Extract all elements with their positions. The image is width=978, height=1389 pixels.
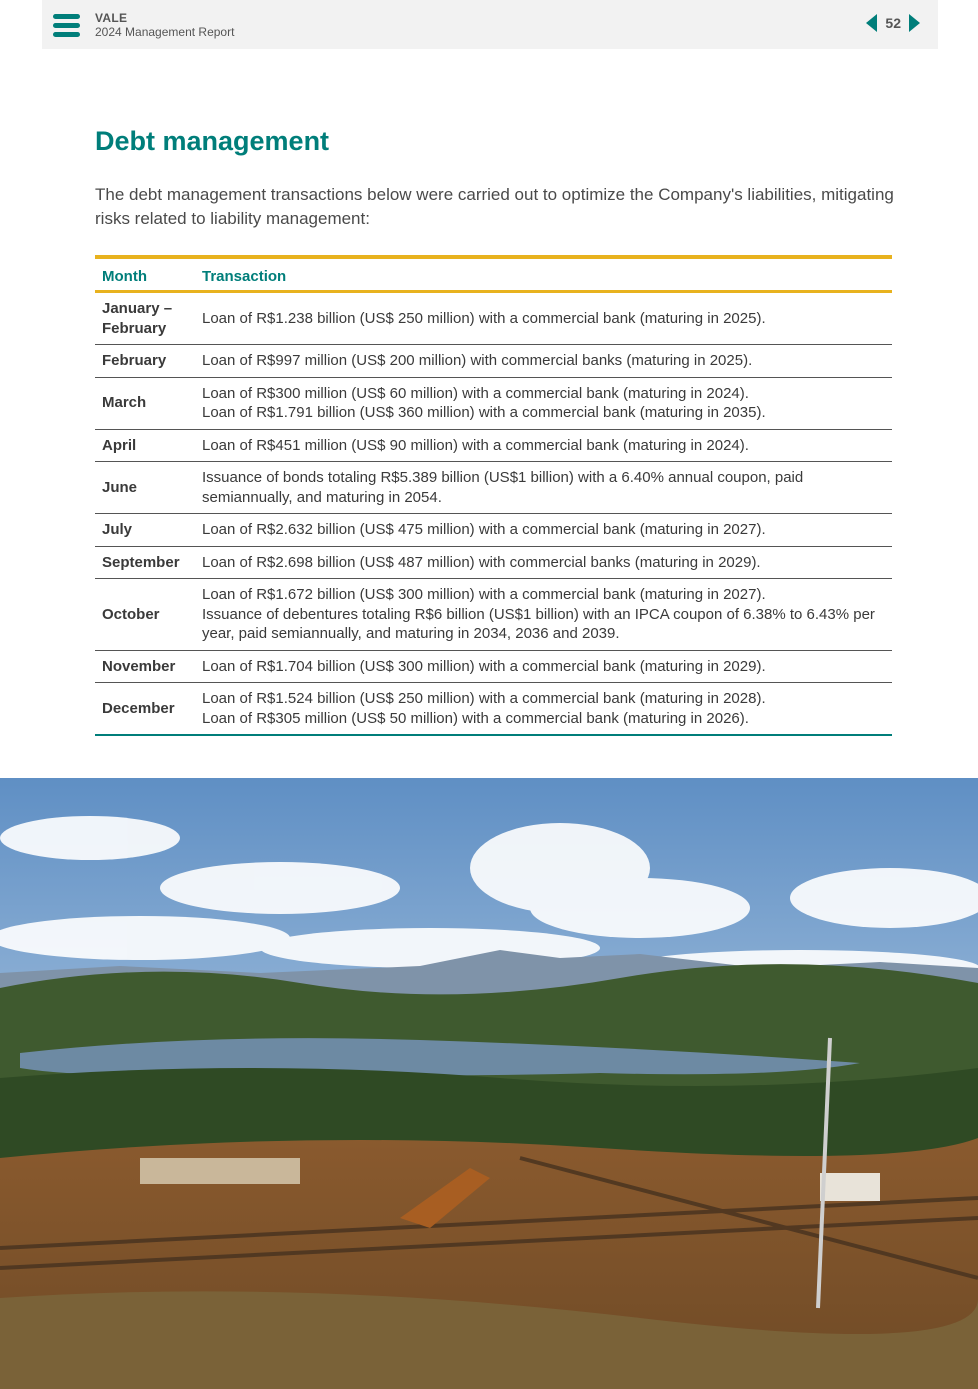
transaction-line: Loan of R$1.704 billion (US$ 300 million) with a commercial bank (maturing in 2029). (202, 657, 766, 675)
month-cell: November (102, 657, 176, 675)
table-row (95, 683, 892, 736)
column-header-month: Month (102, 268, 147, 285)
transaction-line: Loan of R$1.238 billion (US$ 250 million) with a commercial bank (maturing in 2025). (202, 309, 766, 327)
page-number: 52 (885, 15, 901, 31)
table-row (95, 462, 892, 514)
transaction-line: Loan of R$300 million (US$ 60 million) with a commercial bank (maturing in 2024). (202, 384, 749, 402)
table-row (95, 292, 892, 345)
debt-transactions-table (95, 255, 892, 736)
transaction-cell (195, 546, 892, 579)
month-cell: March (102, 394, 147, 412)
month-cell: June (102, 478, 138, 496)
pager (866, 14, 920, 32)
month-cell: February (102, 352, 167, 369)
transaction-line: Loan of R$1.791 billion (US$ 360 million) with a commercial bank (maturing in 2035). (202, 404, 766, 421)
arrow-left-icon[interactable] (866, 14, 877, 32)
month-cell: October (102, 605, 160, 623)
section-intro: The debt management transactions below were carried out to optimize the Company's liabilities, mitigating risks related to liability management: (95, 185, 894, 228)
month-cell: April (102, 436, 137, 454)
transaction-cell (195, 429, 892, 462)
transaction-line: Loan of R$305 million (US$ 50 million) with a commercial bank (maturing in 2026). (202, 709, 749, 727)
table-row (95, 429, 892, 462)
landscape-image (0, 778, 978, 1389)
month-cell: January – February (102, 300, 173, 337)
transaction-line: Loan of R$2.632 billion (US$ 475 million) with a commercial bank (maturing in 2027). (202, 521, 766, 538)
table-header-row (95, 257, 892, 292)
brand (95, 11, 234, 40)
table-row (95, 546, 892, 579)
month-cell: July (102, 521, 133, 538)
transaction-cell (195, 345, 892, 378)
transaction-line: Loan of R$1.524 billion (US$ 250 million) with a commercial bank (maturing in 2028). (202, 690, 766, 707)
menu-icon[interactable] (53, 14, 80, 38)
transaction-line: Loan of R$997 million (US$ 200 million) with commercial banks (maturing in 2025). (202, 352, 753, 369)
section-title: Debt management (95, 126, 330, 156)
table-row (95, 650, 892, 683)
mining-site-photo (0, 778, 978, 1389)
transaction-cell (195, 377, 892, 429)
month-cell: December (102, 699, 175, 717)
table-row (95, 377, 892, 429)
top-bar (42, 0, 938, 49)
transaction-cell (195, 292, 892, 345)
month-cell: September (102, 553, 180, 571)
transaction-line: Loan of R$451 million (US$ 90 million) with a commercial bank (maturing in 2024). (202, 436, 749, 454)
transaction-cell (195, 579, 892, 651)
transaction-line: Issuance of bonds totaling R$5.389 billion (US$1 billion) with a 6.40% annual coupon, paid semiannually, and maturing in 2054. (202, 469, 804, 506)
column-header-transaction: Transaction (202, 268, 287, 285)
transaction-line: Issuance of debentures totaling R$6 billion (US$1 billion) with an IPCA coupon of 6.38% to 6.43% per year, paid semiannually, and maturing in 2034, 2036 and 2039. (202, 605, 875, 642)
transaction-line: Loan of R$1.672 billion (US$ 300 million) with a commercial bank (maturing in 2027). (202, 586, 766, 603)
brand-name: VALE (95, 11, 128, 25)
table-row (95, 514, 892, 547)
arrow-right-icon[interactable] (909, 14, 920, 32)
transaction-cell (195, 683, 892, 736)
transaction-cell (195, 650, 892, 683)
table-row (95, 345, 892, 378)
transaction-cell (195, 462, 892, 514)
report-subtitle: 2024 Management Report (95, 25, 235, 39)
transaction-line: Loan of R$2.698 billion (US$ 487 million) with commercial banks (maturing in 2029). (202, 553, 761, 571)
transaction-cell (195, 514, 892, 547)
table-row (95, 579, 892, 651)
